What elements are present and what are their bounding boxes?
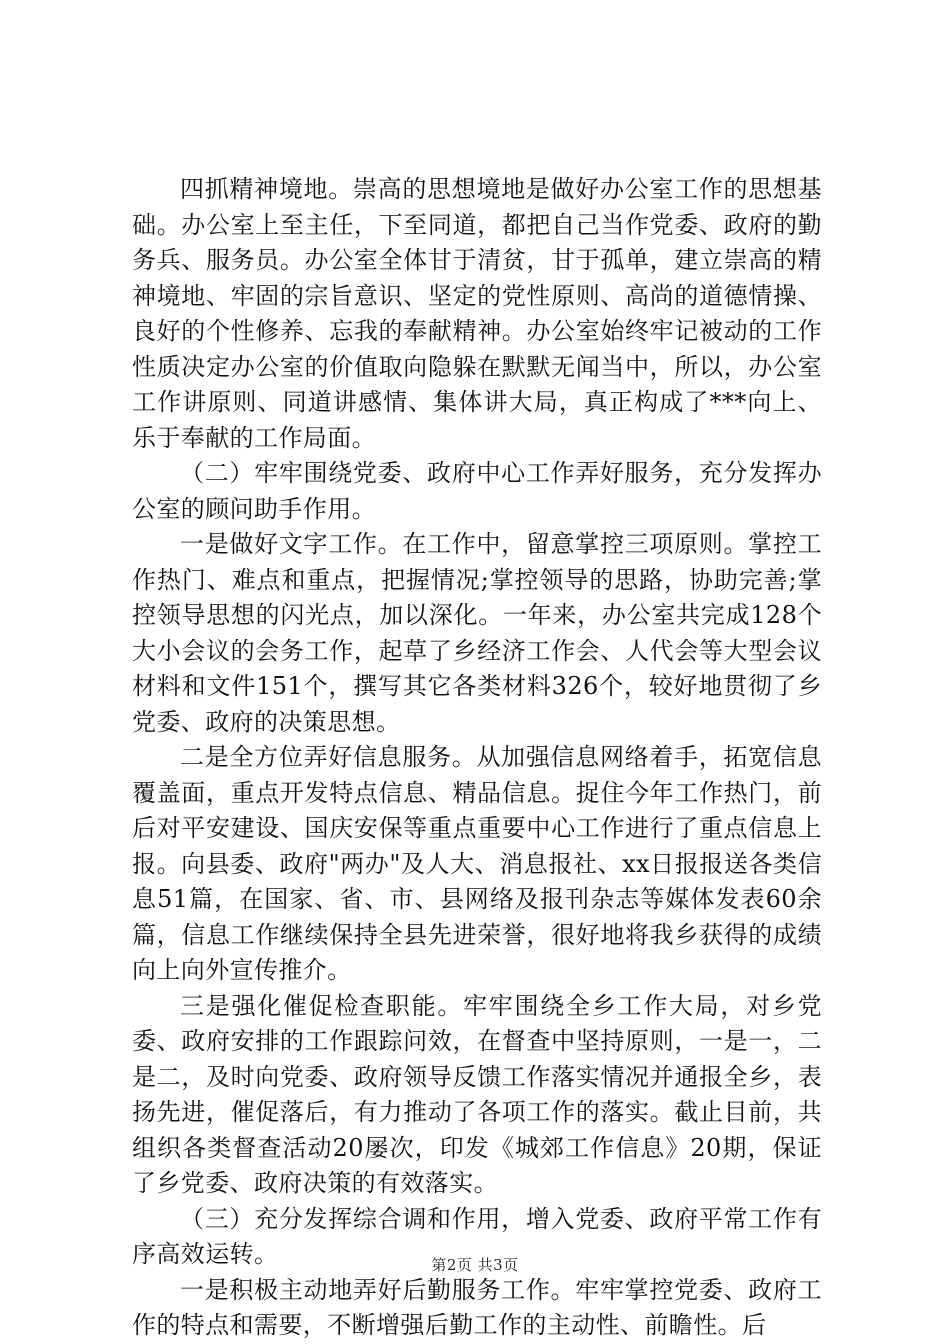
paragraph-supervision: 三是强化催促检查职能。牢牢围绕全乡工作大局，对乡党委、政府安排的工作跟踪问效，在督查中坚持原则，一是一，二是二，及时向党委、政府领导反馈工作落实情况并通报全乡，表扬先进，催促落后，有力推动了各项工作的落实。截止目前，共组织各类督查活动20屡次，印发《城郊工作信息》20期，保证了乡党委、政府决策的有效落实。 xyxy=(132,991,822,1197)
paragraph-writing-work: 一是做好文字工作。在工作中，留意掌控三项原则。掌控工作热门、难点和重点，把握情况;掌控领导的思路，协助完善;掌控领导思想的闪光点，加以深化。一年来，办公室共完成128个大小会议的会务工作，起草了乡经济工作会、人代会等大型会议材料和文件151个，撰写其它各类材料326个，较好地贯彻了乡党委、政府的决策思想。 xyxy=(132,530,822,736)
paragraph-spiritual-realm: 四抓精神境地。崇高的思想境地是做好办公室工作的思想基础。办公室上至主任，下至同道，都把自己当作党委、政府的勤务兵、服务员。办公室全体甘于清贫，甘于孤单，建立崇高的精神境地、牢固的宗旨意识、坚定的党性原则、高尚的道德情操、良好的个性修养、忘我的奉献精神。办公室始终牢记被动的工作性质决定办公室的价值取向隐躲在默默无闻当中，所以，办公室工作讲原则、同道讲感情、集体讲大局，真正构成了***向上、乐于奉献的工作局面。 xyxy=(132,175,822,452)
page-footer: 第2页 共3页 xyxy=(431,1256,519,1274)
section-heading-two: （二）牢牢围绕党委、政府中心工作弄好服务，充分发挥办公室的顾问助手作用。 xyxy=(132,459,822,523)
paragraph-logistics: 一是积极主动地弄好后勤服务工作。牢牢掌控党委、政府工作的特点和需要，不断增强后勤工作的主动性、前瞻性。后 xyxy=(132,1275,822,1339)
document-body xyxy=(132,172,822,1344)
paragraph-information-service: 二是全方位弄好信息服务。从加强信息网络着手，拓宽信息覆盖面，重点开发特点信息、精品信息。捉住今年工作热门，前后对平安建设、国庆安保等重点重要中心工作进行了重点信息上报。向县委、政府"两办"及人大、消息报社、xx日报报送各类信息51篇，在国家、省、市、县网络及报刊杂志等媒体发表60余篇，信息工作继续保持全县先进荣誉，很好地将我乡获得的成绩向上向外宣传推介。 xyxy=(132,743,822,984)
section-heading-three: （三）充分发挥综合调和作用，增入党委、政府平常工作有序高效运转。 xyxy=(132,1204,822,1268)
